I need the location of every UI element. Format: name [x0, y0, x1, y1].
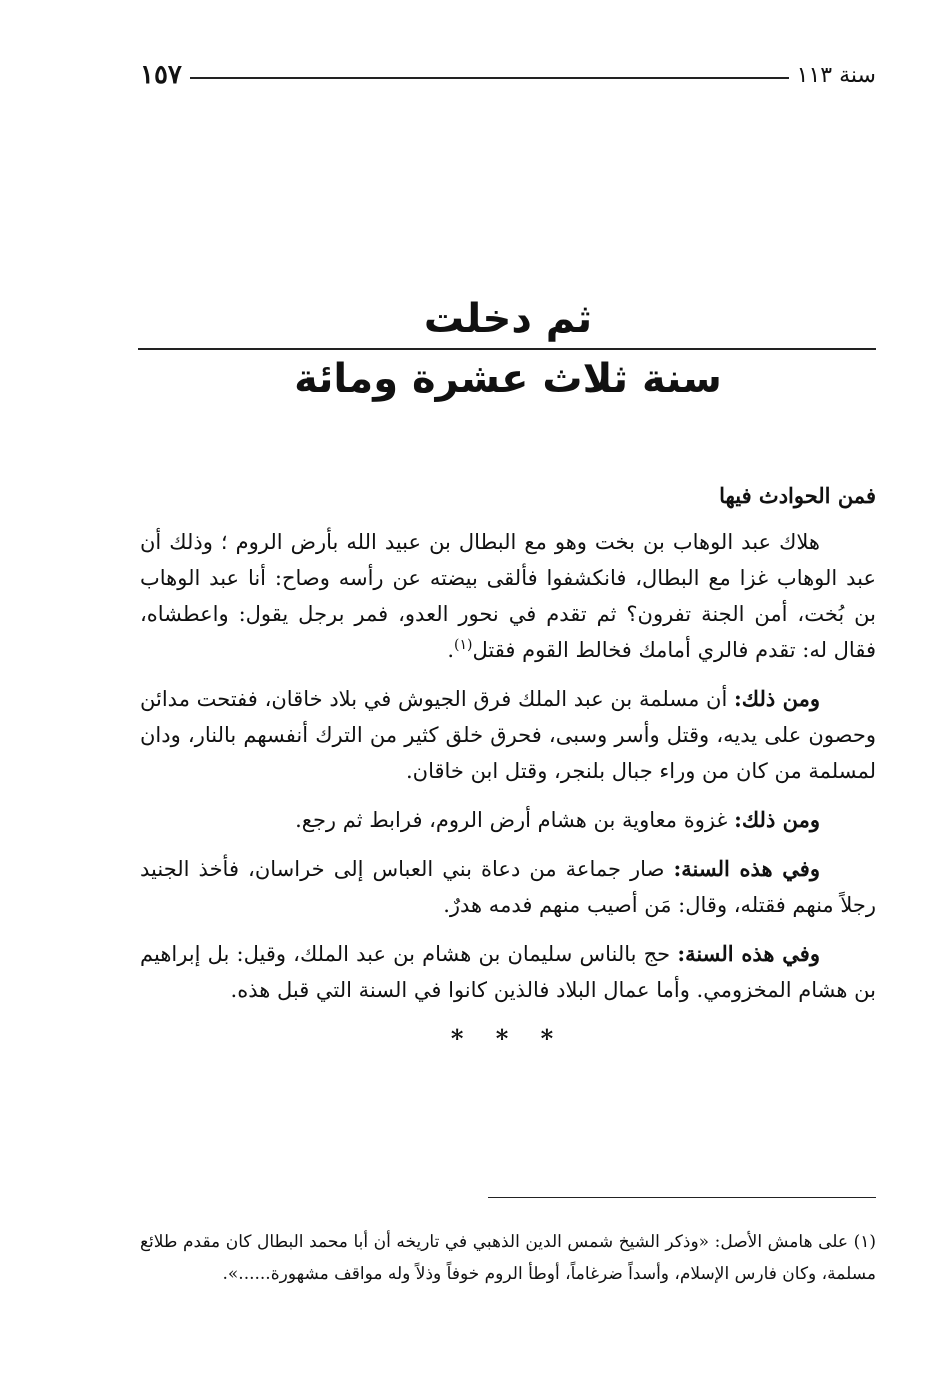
footnote-reference[interactable]: (١): [454, 637, 473, 653]
paragraph-2: [140, 681, 876, 789]
paragraph-text: هلاك عبد الوهاب بن بخت وهو مع البطال بن عبيد الله بأرض الروم ؛ وذلك أن عبد الوهاب غزا مع البطال، فانكشفوا فألقى بيضته عن رأسه وصاح: أنا عبد الوهاب بن بُخت، أمن الجنة تفرون؟ ثم تقدم في نحور العدو، فمر برجل يقول: واعطشاه، فقال له: تقدم فالري أمامك فخالط القوم فقتل: [140, 530, 876, 662]
paragraph-1: [140, 524, 876, 668]
paragraph-text: أن مسلمة بن عبد الملك فرق الجيوش في بلاد خاقان، ففتحت مدائن وحصون على يديه، وقتل وأسر وسبى، فحرق خلق كثير من الترك أنفسهم بالنار، ودان لمسلمة من كان من وراء جبال بلنجر، وقتل ابن خاقان.: [140, 687, 876, 783]
paragraph-5: [140, 936, 876, 1008]
paragraph-lead: ومن ذلك:: [734, 807, 820, 832]
paragraph-text: غزوة معاوية بن هشام أرض الروم، فرابط ثم رجع.: [295, 808, 728, 832]
chapter-title-rule: [138, 348, 876, 350]
running-title: سنة ١١٣: [796, 62, 876, 88]
page-number: ١٥٧: [140, 60, 182, 90]
paragraph-lead: وفي هذه السنة:: [673, 856, 820, 881]
body-text: [140, 478, 876, 1057]
footnote-rule: [488, 1197, 876, 1198]
chapter-title-line-1: ثم دخلت: [423, 296, 593, 342]
header-rule: [190, 77, 789, 79]
paragraph-lead: وفي هذه السنة:: [677, 941, 820, 966]
paragraph-4: [140, 851, 876, 923]
section-heading: فمن الحوادث فيها: [719, 483, 876, 508]
section-ornament: * * *: [450, 1024, 566, 1053]
paragraph-lead: ومن ذلك:: [734, 686, 820, 711]
paragraph-tail: .: [447, 638, 455, 662]
footnote-1: (١) على هامش الأصل: «وذكر الشيخ شمس الدين الذهبي في تاريخه أن أبا محمد البطال كان مقدم طلائع مسلمة، وكان فارس الإسلام، وأسداً ضرغاماً، أوطأ الروم خوفاً وذلاً وله مواقف مشهورة......».: [140, 1232, 876, 1284]
paragraph-text: حج بالناس سليمان بن هشام بن عبد الملك، وقيل: بل إبراهيم بن هشام المخزومي. وأما عمال البلاد فالذين كانوا في السنة التي قبل هذه.: [140, 942, 876, 1002]
paragraph-3: [140, 802, 876, 838]
paragraph-text: صار جماعة من دعاة بني العباس إلى خراسان، فأخذ الجنيد رجلاً منهم فقتله، وقال: مَن أصيب منهم فدمه هدرٌ.: [140, 857, 876, 917]
chapter-title-line-2: سنة ثلاث عشرة ومائة: [294, 356, 722, 402]
running-header: [140, 58, 876, 92]
